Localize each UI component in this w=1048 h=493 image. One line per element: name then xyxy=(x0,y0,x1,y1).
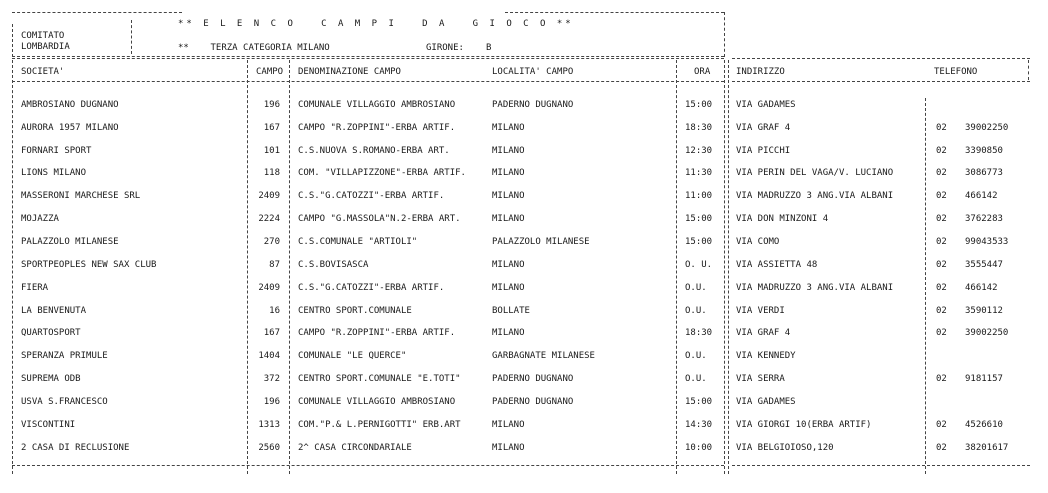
societa-cell: SUPREMA ODB xyxy=(21,374,81,384)
ora-cell: 18:30 xyxy=(685,123,713,133)
localita-cell: MILANO xyxy=(492,260,525,270)
indirizzo-cell: VIA COMO xyxy=(736,237,780,247)
denominazione-cell: C.S.COMUNALE "ARTIOLI" xyxy=(298,237,418,247)
indirizzo-cell: VIA BELGIOIOSO,120 xyxy=(736,443,834,453)
societa-cell: USVA S.FRANCESCO xyxy=(21,397,108,407)
telefono-cell: 38201617 xyxy=(965,443,1009,453)
localita-cell: BOLLATE xyxy=(492,306,530,316)
telefono-cell: 3762283 xyxy=(965,214,1003,224)
table-row xyxy=(0,420,1048,432)
telefono-cell: 39002250 xyxy=(965,123,1009,133)
denominazione-cell: COMUNALE VILLAGGIO AMBROSIANO xyxy=(298,100,456,110)
campo-cell: 372 xyxy=(263,374,280,384)
table-row xyxy=(0,146,1048,158)
societa-cell: 2 CASA DI RECLUSIONE xyxy=(21,443,130,453)
telefono-cell: 3086773 xyxy=(965,168,1003,178)
campo-cell: 1313 xyxy=(258,420,280,430)
committee-line-1: COMITATO xyxy=(21,31,65,41)
indirizzo-cell: VIA GIORGI 10(ERBA ARTIF) xyxy=(736,420,872,430)
prefisso-cell: 02 xyxy=(936,168,947,178)
address-bottom-rule xyxy=(732,465,1030,466)
indirizzo-cell: VIA MADRUZZO 3 ANG.VIA ALBANI xyxy=(736,191,894,201)
column-header-indirizzo: INDIRIZZO xyxy=(736,67,785,77)
header-bottom-rule xyxy=(12,56,724,57)
denominazione-cell: C.S.NUOVA S.ROMANO-ERBA ART. xyxy=(298,146,450,156)
campo-cell: 167 xyxy=(263,328,280,338)
campo-cell: 87 xyxy=(269,260,280,270)
address-header-top-rule xyxy=(732,58,1030,59)
indirizzo-cell: VIA MADRUZZO 3 ANG.VIA ALBANI xyxy=(736,283,894,293)
header-right-border xyxy=(724,12,725,57)
table-row xyxy=(0,260,1048,272)
header-title: ** E L E N C O C A M P I D A G I O C O ** xyxy=(178,19,574,29)
campo-cell: 1404 xyxy=(258,351,280,361)
table-row xyxy=(0,191,1048,203)
prefisso-cell: 02 xyxy=(936,123,947,133)
column-header-localita: LOCALITA' CAMPO xyxy=(492,67,574,77)
localita-cell: MILANO xyxy=(492,283,525,293)
prefisso-cell: 02 xyxy=(936,191,947,201)
societa-cell: SPERANZA PRIMULE xyxy=(21,351,108,361)
ora-cell: 11:00 xyxy=(685,191,713,201)
ora-cell: 15:00 xyxy=(685,397,713,407)
table-row xyxy=(0,397,1048,409)
campo-cell: 196 xyxy=(263,100,280,110)
header-top-rule-right xyxy=(505,12,724,13)
prefisso-cell: 02 xyxy=(936,374,947,384)
denominazione-cell: COMUNALE VILLAGGIO AMBROSIANO xyxy=(298,397,456,407)
indirizzo-cell: VIA KENNEDY xyxy=(736,351,796,361)
telefono-cell: 9181157 xyxy=(965,374,1003,384)
prefisso-cell: 02 xyxy=(936,420,947,430)
campo-cell: 101 xyxy=(263,146,280,156)
campo-cell: 167 xyxy=(263,123,280,133)
indirizzo-cell: VIA PICCHI xyxy=(736,146,791,156)
societa-cell: AMBROSIANO DUGNANO xyxy=(21,100,119,110)
table-row xyxy=(0,306,1048,318)
prefisso-cell: 02 xyxy=(936,443,947,453)
ora-cell: 12:30 xyxy=(685,146,713,156)
column-header-bottom-rule xyxy=(12,81,724,82)
table-row xyxy=(0,283,1048,295)
campo-cell: 2409 xyxy=(258,191,280,201)
societa-cell: LA BENVENUTA xyxy=(21,306,87,316)
table-row xyxy=(0,443,1048,455)
header-top-rule-left xyxy=(12,12,182,13)
telefono-cell: 3390850 xyxy=(965,146,1003,156)
column-header-top-rule xyxy=(12,58,724,59)
ora-cell: 15:00 xyxy=(685,100,713,110)
localita-cell: PADERNO DUGNANO xyxy=(492,397,574,407)
denominazione-cell: CENTRO SPORT.COMUNALE xyxy=(298,306,412,316)
ora-cell: O. U. xyxy=(685,260,713,270)
ora-cell: O.U. xyxy=(685,283,707,293)
denominazione-cell: COMUNALE "LE QUERCE" xyxy=(298,351,407,361)
header-inner-border xyxy=(131,20,132,54)
campo-cell: 270 xyxy=(263,237,280,247)
indirizzo-cell: VIA GRAF 4 xyxy=(736,123,791,133)
societa-cell: VISCONTINI xyxy=(21,420,76,430)
indirizzo-cell: VIA GADAMES xyxy=(736,100,796,110)
committee-line-2: LOMBARDIA xyxy=(21,42,70,52)
indirizzo-cell: VIA DON MINZONI 4 xyxy=(736,214,829,224)
societa-cell: LIONS MILANO xyxy=(21,168,87,178)
column-header-denominazione: DENOMINAZIONE CAMPO xyxy=(298,67,401,77)
campo-cell: 2409 xyxy=(258,283,280,293)
table-row xyxy=(0,237,1048,249)
denominazione-cell: CAMPO "R.ZOPPINI"-ERBA ARTIF. xyxy=(298,123,456,133)
ora-cell: 11:30 xyxy=(685,168,713,178)
societa-cell: AURORA 1957 MILANO xyxy=(21,123,119,133)
denominazione-cell: C.S."G.CATOZZI"-ERBA ARTIF. xyxy=(298,191,445,201)
rule-address-right xyxy=(1028,60,1029,80)
column-header-ora: ORA xyxy=(694,67,711,77)
telefono-cell: 3590112 xyxy=(965,306,1003,316)
localita-cell: PALAZZOLO MILANESE xyxy=(492,237,590,247)
column-header-societa: SOCIETA' xyxy=(21,67,65,77)
ora-cell: O.U. xyxy=(685,351,707,361)
localita-cell: MILANO xyxy=(492,146,525,156)
indirizzo-cell: VIA GADAMES xyxy=(736,397,796,407)
denominazione-cell: CAMPO "G.MASSOLA"N.2-ERBA ART. xyxy=(298,214,461,224)
table-row xyxy=(0,214,1048,226)
ora-cell: 15:00 xyxy=(685,237,713,247)
ora-cell: 14:30 xyxy=(685,420,713,430)
denominazione-cell: 2^ CASA CIRCONDARIALE xyxy=(298,443,412,453)
indirizzo-cell: VIA SERRA xyxy=(736,374,785,384)
campo-cell: 2224 xyxy=(258,214,280,224)
ora-cell: O.U. xyxy=(685,374,707,384)
telefono-cell: 466142 xyxy=(965,191,998,201)
ora-cell: 15:00 xyxy=(685,214,713,224)
category-label: ** TERZA CATEGORIA MILANO xyxy=(178,43,330,53)
campo-cell: 118 xyxy=(263,168,280,178)
table-row xyxy=(0,328,1048,340)
column-header-campo: CAMPO xyxy=(256,67,284,77)
localita-cell: MILANO xyxy=(492,191,525,201)
indirizzo-cell: VIA PERIN DEL VAGA/V. LUCIANO xyxy=(736,168,894,178)
localita-cell: MILANO xyxy=(492,123,525,133)
societa-cell: FIERA xyxy=(21,283,49,293)
localita-cell: GARBAGNATE MILANESE xyxy=(492,351,595,361)
societa-cell: MOJAZZA xyxy=(21,214,59,224)
address-header-bottom-rule xyxy=(732,81,1030,82)
table-row xyxy=(0,351,1048,363)
girone-label: GIRONE: xyxy=(426,43,464,53)
table-bottom-rule xyxy=(12,465,724,466)
localita-cell: PADERNO DUGNANO xyxy=(492,100,574,110)
denominazione-cell: C.S."G.CATOZZI"-ERBA ARTIF. xyxy=(298,283,445,293)
prefisso-cell: 02 xyxy=(936,237,947,247)
localita-cell: MILANO xyxy=(492,168,525,178)
campo-cell: 2560 xyxy=(258,443,280,453)
societa-cell: SPORTPEOPLES NEW SAX CLUB xyxy=(21,260,157,270)
table-row xyxy=(0,123,1048,135)
prefisso-cell: 02 xyxy=(936,214,947,224)
telefono-cell: 4526610 xyxy=(965,420,1003,430)
indirizzo-cell: VIA GRAF 4 xyxy=(736,328,791,338)
denominazione-cell: COM. "VILLAPIZZONE"-ERBA ARTIF. xyxy=(298,168,466,178)
prefisso-cell: 02 xyxy=(936,146,947,156)
prefisso-cell: 02 xyxy=(936,283,947,293)
table-row xyxy=(0,100,1048,112)
societa-cell: MASSERONI MARCHESE SRL xyxy=(21,191,141,201)
campo-cell: 196 xyxy=(263,397,280,407)
denominazione-cell: C.S.BOVISASCA xyxy=(298,260,369,270)
localita-cell: MILANO xyxy=(492,214,525,224)
table-row xyxy=(0,168,1048,180)
table-row xyxy=(0,374,1048,386)
localita-cell: MILANO xyxy=(492,328,525,338)
ora-cell: 10:00 xyxy=(685,443,713,453)
header-left-border xyxy=(12,24,13,57)
girone-value: B xyxy=(486,43,492,53)
telefono-cell: 466142 xyxy=(965,283,998,293)
denominazione-cell: COM."P.& L.PERNIGOTTI" ERB.ART xyxy=(298,420,461,430)
telefono-cell: 3555447 xyxy=(965,260,1003,270)
localita-cell: MILANO xyxy=(492,443,525,453)
denominazione-cell: CAMPO "R.ZOPPINI"-ERBA ARTIF. xyxy=(298,328,456,338)
telefono-cell: 99043533 xyxy=(965,237,1009,247)
societa-cell: QUARTOSPORT xyxy=(21,328,81,338)
denominazione-cell: CENTRO SPORT.COMUNALE "E.TOTI" xyxy=(298,374,461,384)
localita-cell: PADERNO DUGNANO xyxy=(492,374,574,384)
telefono-cell: 39002250 xyxy=(965,328,1009,338)
ora-cell: 18:30 xyxy=(685,328,713,338)
indirizzo-cell: VIA VERDI xyxy=(736,306,785,316)
societa-cell: PALAZZOLO MILANESE xyxy=(21,237,119,247)
societa-cell: FORNARI SPORT xyxy=(21,146,92,156)
prefisso-cell: 02 xyxy=(936,260,947,270)
prefisso-cell: 02 xyxy=(936,328,947,338)
localita-cell: MILANO xyxy=(492,420,525,430)
campo-cell: 16 xyxy=(269,306,280,316)
ora-cell: O.U. xyxy=(685,306,707,316)
indirizzo-cell: VIA ASSIETTA 48 xyxy=(736,260,818,270)
prefisso-cell: 02 xyxy=(936,306,947,316)
column-header-telefono: TELEFONO xyxy=(934,67,978,77)
